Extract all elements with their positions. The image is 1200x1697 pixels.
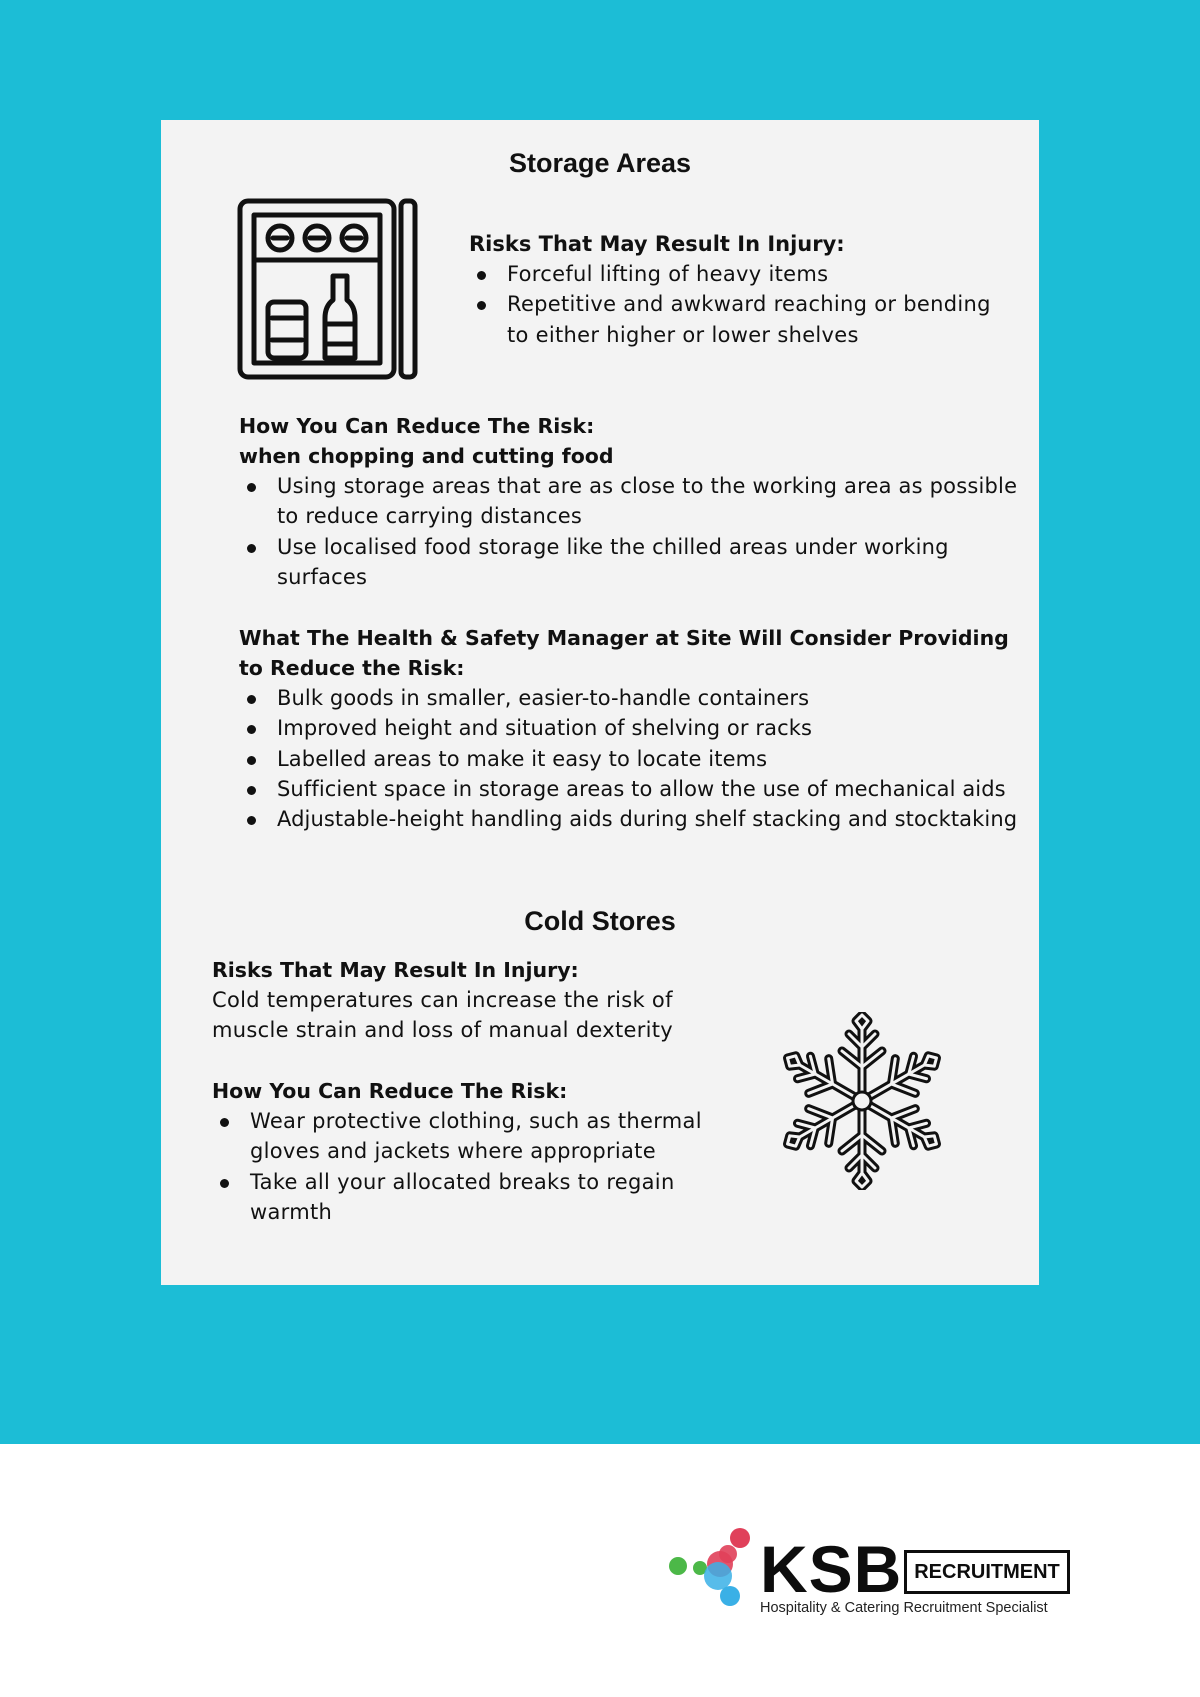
- list-item: Improved height and situation of shelving or racks: [239, 713, 1024, 743]
- content-card: [161, 120, 1039, 1285]
- cold-risks-text: Cold temperatures can increase the risk of muscle strain and loss of manual dexterity: [212, 988, 674, 1042]
- bullet: [247, 483, 256, 492]
- list-item: Repetitive and awkward reaching or bending to either higher or lower shelves: [469, 289, 1009, 350]
- cold-title: Cold Stores: [524, 906, 676, 936]
- bullet: [477, 301, 486, 310]
- list-item: Labelled areas to make it easy to locate items: [239, 744, 1024, 774]
- storage-risks-heading: Risks That May Result In Injury:: [469, 232, 845, 256]
- storage-risks-block: [469, 229, 1009, 350]
- list-item: Using storage areas that are as close to the working area as possible to reduce carrying distances: [239, 471, 1019, 532]
- snowflake-icon: [777, 1012, 947, 1190]
- logo-brand: KSB: [760, 1532, 903, 1606]
- cold-risks-block: [212, 955, 732, 1045]
- bullet: [220, 1179, 229, 1188]
- cold-reduce-heading: How You Can Reduce The Risk:: [212, 1079, 568, 1103]
- storage-reduce-subheading: when chopping and cutting food: [239, 444, 614, 468]
- storage-manager-block: [239, 623, 1024, 834]
- logo-badge: RECRUITMENT: [904, 1550, 1070, 1594]
- list-item: Forceful lifting of heavy items: [469, 259, 1009, 289]
- storage-manager-heading: What The Health & Safety Manager at Site Will Consider Providing to Reduce the Risk:: [239, 626, 1009, 680]
- bullet: [220, 1118, 229, 1127]
- bullet: [247, 725, 256, 734]
- list-item: Wear protective clothing, such as thermal gloves and jackets where appropriate: [212, 1106, 732, 1167]
- storage-reduce-heading: How You Can Reduce The Risk:: [239, 414, 595, 438]
- list-item: Take all your allocated breaks to regain warmth: [212, 1167, 732, 1228]
- bullet: [247, 816, 256, 825]
- bullet: [247, 695, 256, 704]
- storage-reduce-block: [239, 411, 1019, 592]
- logo-tagline: Hospitality & Catering Recruitment Specialist: [760, 1600, 1048, 1616]
- list-item: Use localised food storage like the chilled areas under working surfaces: [239, 532, 1019, 593]
- cold-reduce-block: [212, 1076, 732, 1227]
- bullet: [477, 271, 486, 280]
- fridge-icon: [237, 198, 419, 380]
- cold-risks-heading: Risks That May Result In Injury:: [212, 958, 579, 982]
- list-item: Adjustable-height handling aids during shelf stacking and stocktaking: [239, 804, 1024, 834]
- bullet: [247, 786, 256, 795]
- list-item: Bulk goods in smaller, easier-to-handle containers: [239, 683, 1024, 713]
- bullet: [247, 544, 256, 553]
- list-item: Sufficient space in storage areas to allow the use of mechanical aids: [239, 774, 1024, 804]
- storage-title: Storage Areas: [508, 148, 692, 178]
- bullet: [247, 756, 256, 765]
